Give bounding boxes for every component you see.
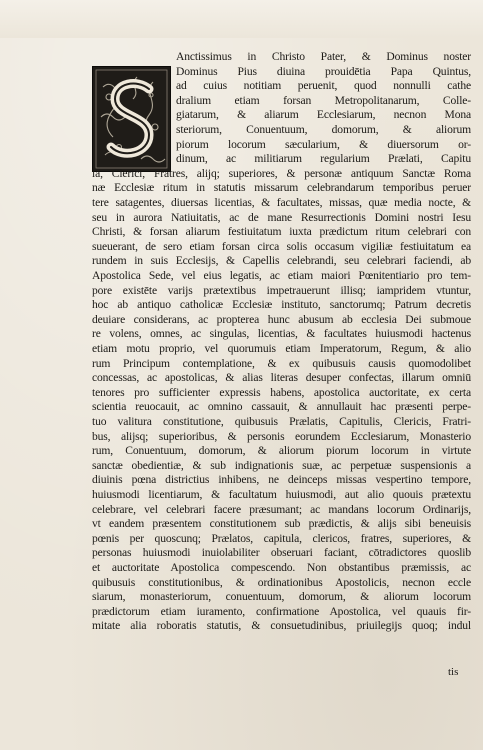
text-line: scientia reuocauit, ac omnino cassauit, & annullauit hac præsenti perpe- [92, 400, 471, 414]
text-line: rum Principum contemplatione, & ex quibusuis causis quomodolibet [92, 356, 471, 370]
text-line: diuinis pœna districtius inhibens, ne deinceps missas vespertino tempore, [92, 473, 471, 487]
text-line: hoc ab antiquo catholicæ Ecclesiæ instituto, sanctorumq; Patrum decretis [92, 298, 471, 312]
text-line-beside-initial: giatarum, & aliarum Ecclesiarum, necnon Mona [176, 108, 471, 122]
text-line: personas huiusmodi inuiolabiliter obseruari faciant, cōtradictores quoslib [92, 546, 471, 560]
text-line: rum, Conuentuum, domorum, & aliorum piorum locorum in virtute [92, 444, 471, 458]
text-line: vt eandem præsentem constitutionem sub prædictis, & alijs sibi beneuisis [92, 517, 471, 531]
text-line-beside-initial: ad cuius notitiam peruenit, quod nonnulli cathe [176, 79, 471, 93]
text-line: huiusmodi licentiarum, & facultatum huiusmodi, aut alio quouis prætextu [92, 488, 471, 501]
text-line: næ Ecclesiæ ritum in statutis missarum celebrandarum temporibus peruer [92, 181, 471, 195]
text-line: tere satagentes, diuersas licentias, & facultates, missas, quæ media nocte, & [92, 196, 471, 209]
text-line: rundem in suis Ecclesijs, & Capellis celebrandi, seu celebrari faciendi, ab [92, 254, 471, 268]
text-line-beside-initial: dinum, ac militiarum regularium Prælati, Capitu [176, 152, 471, 166]
text-line: pore existēte varijs prætextibus impetrauerunt illisq; iampridem vtuntur, [92, 283, 471, 297]
text-line: sueuerant, de sero etiam forsan circa solis occasum vigiliæ festiuitatum ea [92, 239, 471, 253]
text-line: Christi, & forsan aliarum festiuitatum iuxta prædictum ritum celebrari con [92, 225, 471, 239]
catchword: tis [448, 666, 459, 678]
text-line: bus, alijsq; superioribus, & personis eorundem Ecclesiarum, Monasterio [92, 429, 471, 443]
text-line: et auctoritate Apostolica compescendo. Non obstantibus præmissis, ac [92, 561, 471, 574]
text-line-beside-initial: steriorum, Conuentuum, domorum, & aliorum [176, 123, 471, 136]
text-line: sanctæ obedientiæ, & sub indignationis suæ, ac perpetuæ suspensionis a [92, 458, 471, 472]
text-line: seu in aurora Natiuitatis, ac de mane Resurrectionis Domini nostri Iesu [92, 210, 471, 224]
text-line: Apostolica Sede, vel eius legatis, ac etiam maiori Pœnitentiario pro tem- [92, 269, 471, 282]
text-line-beside-initial: dralium etiam forsan Metropolitanarum, Colle- [176, 93, 471, 107]
text-line-beside-initial: Anctissimus in Christo Pater, & Dominus noster [176, 50, 471, 63]
text-line: prædictorum etiam iuramento, confirmatione Apostolica, vel quauis fir- [92, 604, 471, 618]
text-line: quibusuis constitutionibus, & ordinationibus Apostolicis, necnon eccle [92, 575, 471, 589]
text-line: mitate alia roboratis statutis, & consuetudinibus, priuilegijs quoq; indul [92, 619, 471, 633]
text-line: deuiare considerans, ac propterea hunc abusum ab ecclesia Dei submoue [92, 312, 471, 326]
text-line: tuo valitura constitutione, quibusuis Prælatis, Capitulis, Clericis, Fratri- [92, 415, 471, 428]
text-line: tenores pro sufficienter expressis habens, apostolica auctoritate, ex certa [92, 385, 471, 399]
text-line-beside-initial: piorum locorum sæcularium, & diuersorum or- [176, 137, 471, 151]
text-line: siarum, monasteriorum, conuentuum, domorum, & aliorum locorum [92, 590, 471, 604]
text-line: re volens, omnes, ac singulas, licentias, & facultates huiusmodi hactenus [92, 327, 471, 341]
text-line: la, Clerici, Fratres, alijq; superiores, & personæ antiquum Sanctæ Roma [92, 166, 471, 180]
text-line: etiam motu proprio, vel quorumuis etiam Imperatorum, Regum, & alio [92, 342, 471, 355]
text-line: pœnis per quoscunq; Prælatos, capitula, clericos, fratres, superiores, & [92, 531, 471, 545]
text-line: concessas, ac apostolicas, & alias literas desuper confectas, illarum omniū [92, 371, 471, 385]
text-line: celebrare, vel celebrari facere præsumant; ac mandans locorum Ordinarijs, [92, 502, 471, 516]
text-line-beside-initial: Dominus Pius diuina prouidētia Papa Quintus, [176, 64, 471, 78]
